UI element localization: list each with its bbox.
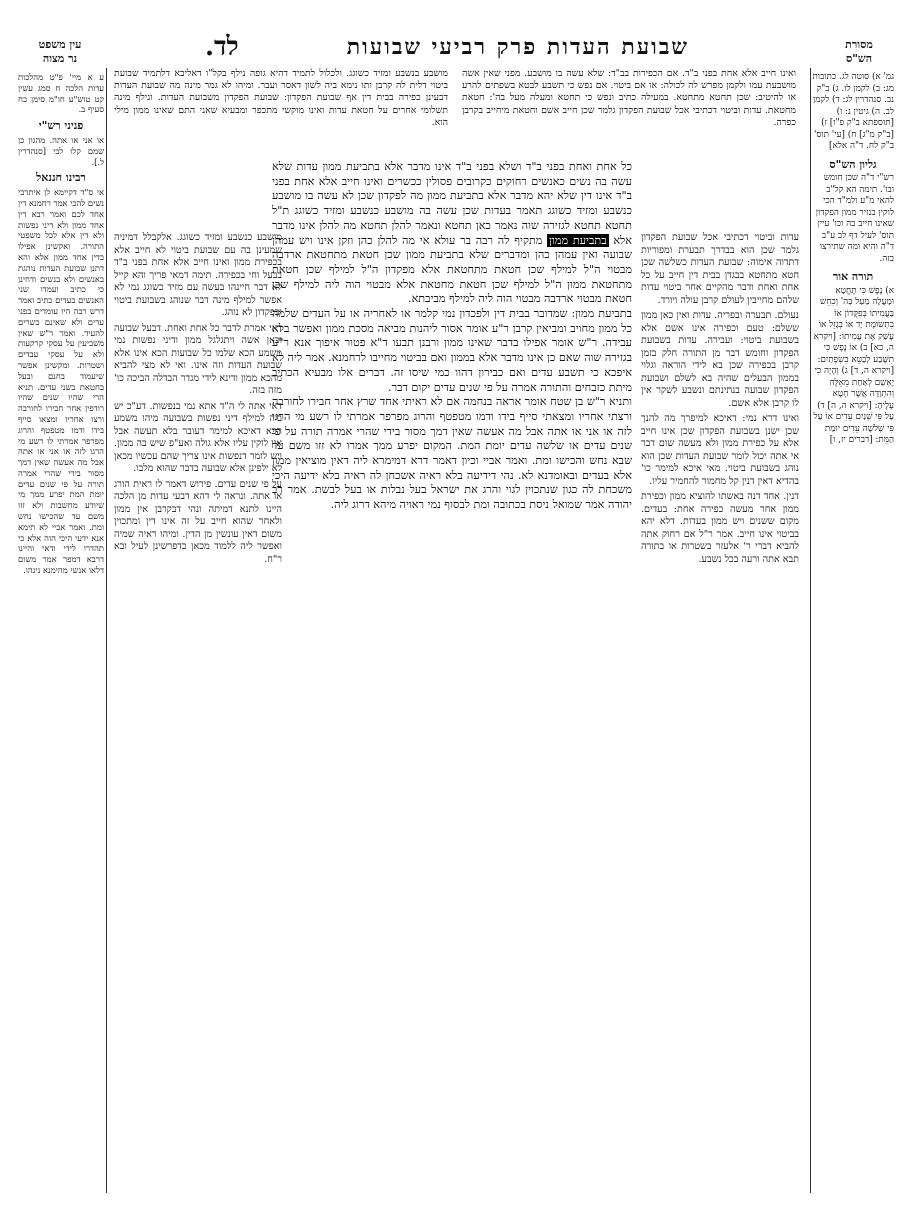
mesoret-line2: הש"ס bbox=[845, 52, 873, 65]
left-margin-rule bbox=[106, 68, 107, 1193]
tosafot-para: דאי אתה לי ה"ד אתא נמי בנפשות. דע"כ יש ביה למילף דיני נפשות בשבועה מיהו משמע הכא דאיכא למימר דעובר בלא תעשה אבל אין לוקין עליו אלא גולה ואע"פ שיש בה ממון. ויש לומר דנפשות אינו צריך שהם עכשיו מכאן לא ילפינן אלא שבועה בדבר שהוא מלבו. bbox=[114, 400, 282, 474]
header-mesoret bbox=[824, 38, 894, 66]
rabbeinu-chananel-title: רבינו חננאל bbox=[36, 171, 86, 185]
tosafot-top-block: מושבע בנשבע ומזיד כשוגג. ולכלול לתמיד דהיא גופה נילף בקל"ו דאליבא דלתמיד שבועת ביטוי דלית לה קרבן ותו נימא ביה לשון דאסר ועבר. ומיהו לא גמר מינה מה שבועת העדות דבעינן כפירה בבית דין אף שבועת הפקדון: שבועת הפקדון משבועת העדות. ונילף מינה תשלומי אחרים על חטאת עדות ואינו מוקשי מתכפר ומבעיא שאני התם שאינו ממון מילי הוא. bbox=[114, 68, 448, 128]
tosafot-para: מושבע כנשבע ומזיד כשוגג. אלקבלל דמיניה שמעינן בה עם שבועת ביטוי לא חייב אלא בכפירת ממון ואינו חייב אלא אחת בפני ב"ד בבעל וחי בכפירה. תימה דמאי פריך והא קייל לא דבר חיינהו בעשה עם מזיד כשוגג נמי לא אפשר למילף מינה דבר שנוהג בשבועת ביטוי ובפקדון לא נוהג. bbox=[114, 232, 282, 318]
tosafot-column bbox=[114, 232, 282, 1187]
gemara-para-1: כל אחת ואחת בפני ב"ד ושלא בפני ב"ד אינו מדבר אלא בתביעת ממון עדות שלא עשה בה נשים כאנשים רחוקים כקרובים פסולין ככשרים ואינו חייב אלא אחת בפני ב"ד אינו דין שלא יהא מדבר אלא בתביעת ממון מה לפקדון שכן לא עשה בו מושבע כנשבע ומזיד כשוגג תאמר בעדות שכן עשה בה מושבע כנשבע ומזיד כשוגג ת"ל תחטא תחטא לגזירה שוה נאמר כאן תחטא ונאמר להלן תחטא מה להלן אינו מדבר אלא בתביעת ממון מתקיף לה רבה בר עולא אי מה להלן כהן וזקן אינו ויש עמהן שבועה ואין עמהן כהן ומדברים שלא בתביעת ממון שכן חטאת מתחטאת ארדבה מבטוי ה"ל למילף שכן חטאת מתחטאת אלא מפקדון ה"ל למילף שכן חטאת מתחטאת ממון ה"ל למילף שכן חטאת מחטאת אלא מבטוי הוה ליה למילף שכן חטאת מבטוי ארדבה מבטוי הוה ליה למילף מביבתא. bbox=[272, 160, 632, 306]
rabbeinu-chananel-text: אי ס"ד דקיימא לן איתרבי נשים להכי אמר רחמנא דין אחד לכם ואמר רבא דין אחד ממון ולא דיני נפשות ולא דין אלא לכל משפטי התורה. ואקשינן אפילו בדין אחד ממון אלא והא דתנן שבועת העדות נוהגת באנשים ולא בנשים ודחינן כי כתיב ועמדו שני האנשים בעדים כתיב ואמר דרש רבה היו עומדים בפני עדים ולא שאינם כשרים להעיד. ואמר ר"ש שאין משביעין על עסקי קרקעות ולא על עסקי עבדים ושטרות. ומקשינן אפשר שיעמוד בחנם ובעל בחטאת בשני עדים. תניא הרי שהיו שנים שהיו רודפין אחר חבירו לחורבה ורצו אחריו ומצאו סייף בידו ודמו מטפטף והרוג מפרפר אמרתי לו רשע מי הרגו לזה או אני או אתה אבל מה אעשה שאין דמך מסור בידי שהרי אמרה תורה על פי שנים עדים יומת המת יפרע ממך מי שיודע מחשבות ולא זזו משם עד שהכישו נחש ומת. ואמר אביי לא תימא אנא ידעי היכי הוה אלא כי תהדרו לידי ודאי והיינו דרבא דמפר אמר משום דלאו אנשי מהימנא נינהו. bbox=[18, 187, 104, 576]
ein-line1: עין משפט bbox=[38, 38, 82, 51]
gemara-para-2: בתביעת ממון: שמדובר בבית דין ולפכדון נמי קלמר או לאחריה או על העדים שלמה כל ממון מחויב ומביאין קרבן ר"ע אומר אסור ליהנות מביאה מסכת ממון ואפשר בלא עבידה. ר"ש אומר אפילו בדבר שאינו ממון ורבנן תבעו ד"א פטור איפוך אנא ר"ע בגזירה שוה שאם כן אינו מדבר אלא בממון ואם בביטוי מחייבו לרחמנא. אמר ליה לא איפכא כי תשבע עדים ואם כבירון דהוו כמי שיסו זה. דברים אלו מבעיא הכתיב מיתת כזבחים והתורה אמרה על פי שנים עדים יקום דבר. bbox=[272, 307, 632, 394]
tosafot-para: על פי שנים עדים. פירוש דאמר לו ראית הורג או אתה. ונראה לי דהא דבעי עדות מן הלכה היינו לתנא דמיתה ונהי דבקרבן אין ממון ולאחר שהוא חייב על זה אינו דין ומתכוין משום דאין עונשין מן הדין. ומיהו ראיה שמיה ואפשר ליה ללמוד מכאן כדפרשינן לעיל ובא ר"ח. bbox=[114, 478, 282, 565]
tosafot-para: דאי אמרת לדבר כל אחת ואחת. דבעל שבועה וכאן אשה ויתגלגל ממון ודיני נפשות נמי משמע הכא שלמו כל שבועות הכא אינו אלא שבועת העדות וזה אינו. ואי לא מצי להביא מהכא ממון ודינא לידי מגדר הבדלה הביכה כו' מזה בזה. bbox=[114, 322, 282, 396]
mesoret-line1: מסורת bbox=[845, 38, 873, 51]
pnei-rashi-title: פניני רש"י bbox=[38, 119, 84, 133]
torah-or-title: תורה אור bbox=[832, 270, 874, 283]
rashi-column bbox=[641, 232, 799, 1187]
header-ein-mishpat bbox=[18, 38, 102, 66]
gemara-column bbox=[272, 160, 632, 1195]
torah-or-text: א) נֶפֶשׁ כִּי תֶחֱטָא וּמָעֲלָה מַעַל בַּה' וְכִחֵשׁ בַּעֲמִיתוֹ בְּפִקָּדוֹן אוֹ בִתְשׂוּמֶת יָד אוֹ בְגָזֵל אוֹ עָשַׁק אֶת עֲמִיתוֹ: [ויקרא ה, כא] ב) אוֹ נֶפֶשׁ כִּי תִשָּׁבַע לְבַטֵּא בִשְׂפָתַיִם: [ויקרא ה, ד] ג) וְהָיָה כִי יֶאְשַׁם לְאַחַת מֵאֵלֶּה וְהִתְוַדָּה אֲשֶׁר חָטָא עָלֶיהָ: [ויקרא ה, ה] ד) עַל פִּי שְׁנַיִם עֵדִים אוֹ עַל פִּי שְׁלֹשָׁה עֵדִים יוּמַת הַמֵּת: [דברים יז, ו] bbox=[813, 285, 894, 445]
left-margin bbox=[18, 72, 104, 1192]
right-margin-rule bbox=[810, 68, 811, 1193]
ein-mishpat-text: ע א מיי' פ"ט מהלכות עדות הלכה ח סמג עשין קט טוש"ע חו"מ סימן כח סעיף ב. bbox=[18, 72, 104, 115]
mesoret-text: גמ' א) סוטה לג. כתובות מג: ב) לקמן לו. ג) ב"ק נב. סנהדרין לג: ד) לקמן לב. ה) גיטין נ: ו) [תוספתא ב"ק פ"ו] ז) [ב"ק מ"ג] ח) [עי' תוס' ב"ק לח. ד"ה אלא] bbox=[812, 72, 894, 151]
rashi-para: ואינו דרא נמי: דאיכא למיפרך מה להנך שכן ישנן בשבועת הפקדון שכן אינו חייב אלא על כפירת ממון ולא מעשה שום דבר אי אתה יכול לומר שבועת העדות שכן הוא נוהג בשבועת ביטוי. מאי איכא למימר כו' בהדיא דאין דנין קל מחמור להחמיר עליו. bbox=[641, 413, 799, 487]
rashi-top-block: ואינו חייב אלא אחת בפני ב"ד. אם הכפירות בב"ד: שלא עשה בו מושבע. מפני שאין אשה מושבעת עמו ולקמן מפרש לה לכולה: או אם ביטוי. אם נפש כי תשבע לבטא בשפתים להרע או להיטיב: שכן תחטא מתחטא. במעילה כתיב ונפש כי תחטא ומעלה מעל בה': חטאת מחטאת. עדות וביטוי דכתיבי אכל שבועת הפקדון גלמר שכן חייב אשם וחטאת מיחייב בקרבן כפרה. bbox=[462, 68, 796, 128]
ein-line2: נר מצוה bbox=[42, 52, 78, 65]
gemara-para-3: ותניא ר"ש בן שטח אומר אראה בנחמה אם לא ראיתי אחד שרץ אחר חבירו לחורבה ורצתי אחריו ומצאתי סייף בידו ודמו מטפטף והרוג מפרפר אמרתי לו רשע מי הרגו לזה או אני או אתה אבל מה אעשה שאין דמך מסור בידי שהרי אמרה תורה על פי שנים עדים או שלשה עדים יומת המת. המקום יפרע ממך אמרו לא זזו משם עד שבא נחש והכישו ומת. ואמר אביי וכיון דאמר דרא דמימרא ליה דאין מוציאין ממון אלא בעדים ובאומדנא לא. נהי דידיעה בלא ראיה אשכחן לה ראיה בלא ידיעה היכי משכחת לה כגון שנתכוין לגוי והרג את ישראל בעל נבלות או בעל לבשת. אמר רב יהודה אמר שמואל ניסת בכתובה ומת לבסוף נמי ראויה מיהא דרוג ליה. bbox=[272, 395, 632, 512]
rashi-para: עדות וביטוי דכתיבי אכל שבועת הפקדון גלמר שכן הוא בבדרך תבערת ומפוריות דתדוה אימוה: שבועת העדות כשלשה שכן חטא מתחטא בבגדן בבית דין חייב על כל אחת ואחת ודבר מהקיים אחר ביטוי עדות שלהם מחייבין לעולם קרבן עולה ויורד. bbox=[641, 232, 799, 306]
page-title: שבועת העדות פרק רביעי שבועות bbox=[346, 34, 689, 60]
folio-number: לד. bbox=[205, 32, 239, 62]
gilyon-text: רש"י ד"ה שכן חומש ובו'. תימה הא קל"ב להאי מ"ע ולמ"ד הכי לוקין בנזיר ממון הפקדון שאינו חייב בה וכו' עיין תוס' לעיל דף לב ע"ב ד"ה והיא ומה שתירצו בזה. bbox=[815, 173, 894, 264]
rashi-para: דנין. אחד דנה באשתו להוציא ממון וכפירת ממון אחר מעשה כפירה אחת: בעדים. מקום ששנים ויש ממון בעדות. דלא יהא בביטוי אינו חייב. אמר ר"ל אם רחוק אתה להביא דברי ר' אלעזר בשטרות או בתורה תבא אתה ורעה בכל נשבע. bbox=[641, 491, 799, 565]
gilyon-title: גליון הש"ס bbox=[829, 157, 877, 171]
right-margin bbox=[812, 72, 894, 1192]
rashi-para: נעולם. תבערה ובפריה. עדות ואין כאן ממון ששלם: טעם וכפירה אינו אשם אלא בשבועת ביטוי: ועבירה. עדות בשבועת הפקדון וחומש דבר מן התורה חלק בזמן קרבן בכפירה שכן בא לידי הוראה וגלוי בממון הבעלים שהיה בא לשלם ושבועת הפקדון שבועה בנתינתם ונשבע לשקר אין לו קרבן אלא אשם. bbox=[641, 310, 799, 409]
pnei-rashi-text: או אני או אתה. מהגון כן שמם קלו לבי [סנהדרין ל.]. bbox=[18, 134, 104, 167]
highlighted-phrase: בתביעת ממון bbox=[549, 233, 607, 247]
